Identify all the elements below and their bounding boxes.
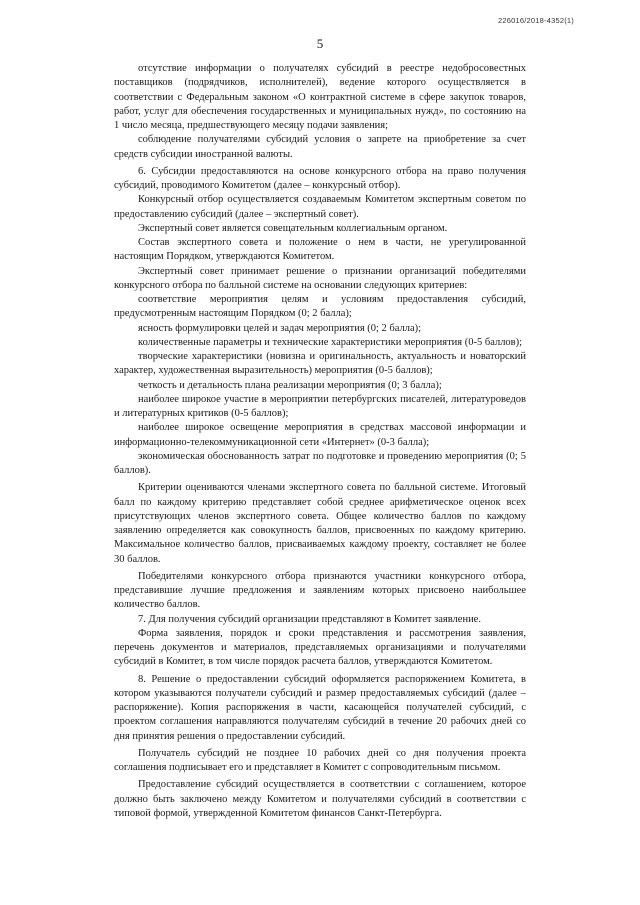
criterion-item: наиболее широкое освещение мероприятия в средствах массовой информации и информационно-телекоммуникационной сети «Интернет» (0-3 балла); (114, 422, 526, 448)
paragraph: Состав экспертного совета и положение о нем в части, не урегулированной настоящим Порядком, утверждаются Комитетом. (114, 237, 526, 263)
paragraph: Получатель субсидий не позднее 10 рабочих дней со дня получения проекта соглашения подписывает его и представляет в Комитет с сопроводительным письмом. (114, 747, 526, 773)
document-id: 226016/2018-4352(1) (498, 16, 574, 25)
criterion-item: творческие характеристики (новизна и оригинальность, актуальность и новаторский характер, художественная выразительность) мероприятия (0-5 баллов); (114, 351, 526, 377)
criterion-item: экономическая обоснованность затрат по подготовке и проведению мероприятия (0; 5 баллов). (114, 450, 526, 476)
page-number: 5 (316, 36, 324, 51)
paragraph: соблюдение получателями субсидий условия о запрете на приобретение за счет средств субсидии иностранной валюты. (114, 134, 526, 160)
criterion-item: количественные параметры и технические характеристики мероприятия (0-5 баллов); (138, 336, 523, 348)
paragraph: Победителями конкурсного отбора признаются участники конкурсного отбора, представившие лучшие предложения и заявлениям которых присвоено наибольшее количество баллов. (114, 570, 526, 611)
paragraph: Предоставление субсидий осуществляется в соответствии с соглашением, которое должно быть заключено между Комитетом и получателями субсидий в соответствии с типовой формой, утвержденной Комитетом финансов Санкт-Петербурга. (114, 779, 526, 819)
criterion-item: четкость и детальность плана реализации мероприятия (0; 3 балла); (138, 379, 442, 391)
paragraph: отсутствие информации о получателях субсидий в реестре недобросовестных поставщиков (подрядчиков, исполнителей), ведение которого осуществляется в соответствии с Федеральным законом «О контрактной системе в сфере закупок товаров, работ, услуг для обеспечения государственных и муниципальных нужд», по состоянию на 1 число месяца, предшествующего месяцу подачи заявления; (114, 63, 526, 131)
paragraph: 7. Для получения субсидий организации представляют в Комитет заявление. (138, 613, 481, 625)
paragraph: Критерии оцениваются членами экспертного совета по балльной системе. Итоговый балл по каждому критерию представляет собой среднее арифметическое оценок всех присутствующих членов экспертного совета. Общее количество баллов по каждому заявлению определяется как совокупность баллов, присвоенных по каждому критерию. Максимальное количество баллов, присваиваемых каждому проекту, составляет не более 30 баллов. (114, 482, 526, 565)
paragraph: Конкурсный отбор осуществляется создаваемым Комитетом экспертным советом по предоставлению субсидий (далее – экспертный совет). (114, 194, 526, 220)
paragraph: Экспертный совет является совещательным коллегиальным органом. (138, 222, 448, 234)
criterion-item: соответствие мероприятия целям и условиям предоставления субсидий, предусмотренным настоящим Порядком (0; 2 балла); (114, 294, 526, 320)
paragraph: Форма заявления, порядок и сроки представления и рассмотрения заявления, перечень документов и материалов, представляемых организациями и получателями субсидий в Комитет, в том числе порядок расчета баллов, утверждаются Комитетом. (114, 627, 526, 668)
criterion-item: ясность формулировки целей и задач мероприятия (0; 2 балла); (138, 322, 422, 334)
paragraph: 6. Субсидии предоставляются на основе конкурсного отбора на право получения субсидий, проводимого Комитетом (далее – конкурсный отбор). (114, 165, 526, 191)
criterion-item: наиболее широкое участие в мероприятии петербургских писателей, литературоведов и литературных критиков (0-5 баллов); (114, 393, 526, 419)
document-body (114, 62, 526, 821)
paragraph: Экспертный совет принимает решение о признании организаций победителями конкурсного отбора по балльной системе на основании следующих критериев: (114, 265, 526, 291)
paragraph: 8. Решение о предоставлении субсидий оформляется распоряжением Комитета, в котором указываются получатели субсидий и размер предоставляемых субсидий (далее – распоряжение). Копия распоряжения в части, касающейся получателей субсидий, с проектом соглашения направляются получателям субсидий в течение 20 рабочих дней со дня принятия решения о предоставлении субсидий. (114, 673, 526, 742)
